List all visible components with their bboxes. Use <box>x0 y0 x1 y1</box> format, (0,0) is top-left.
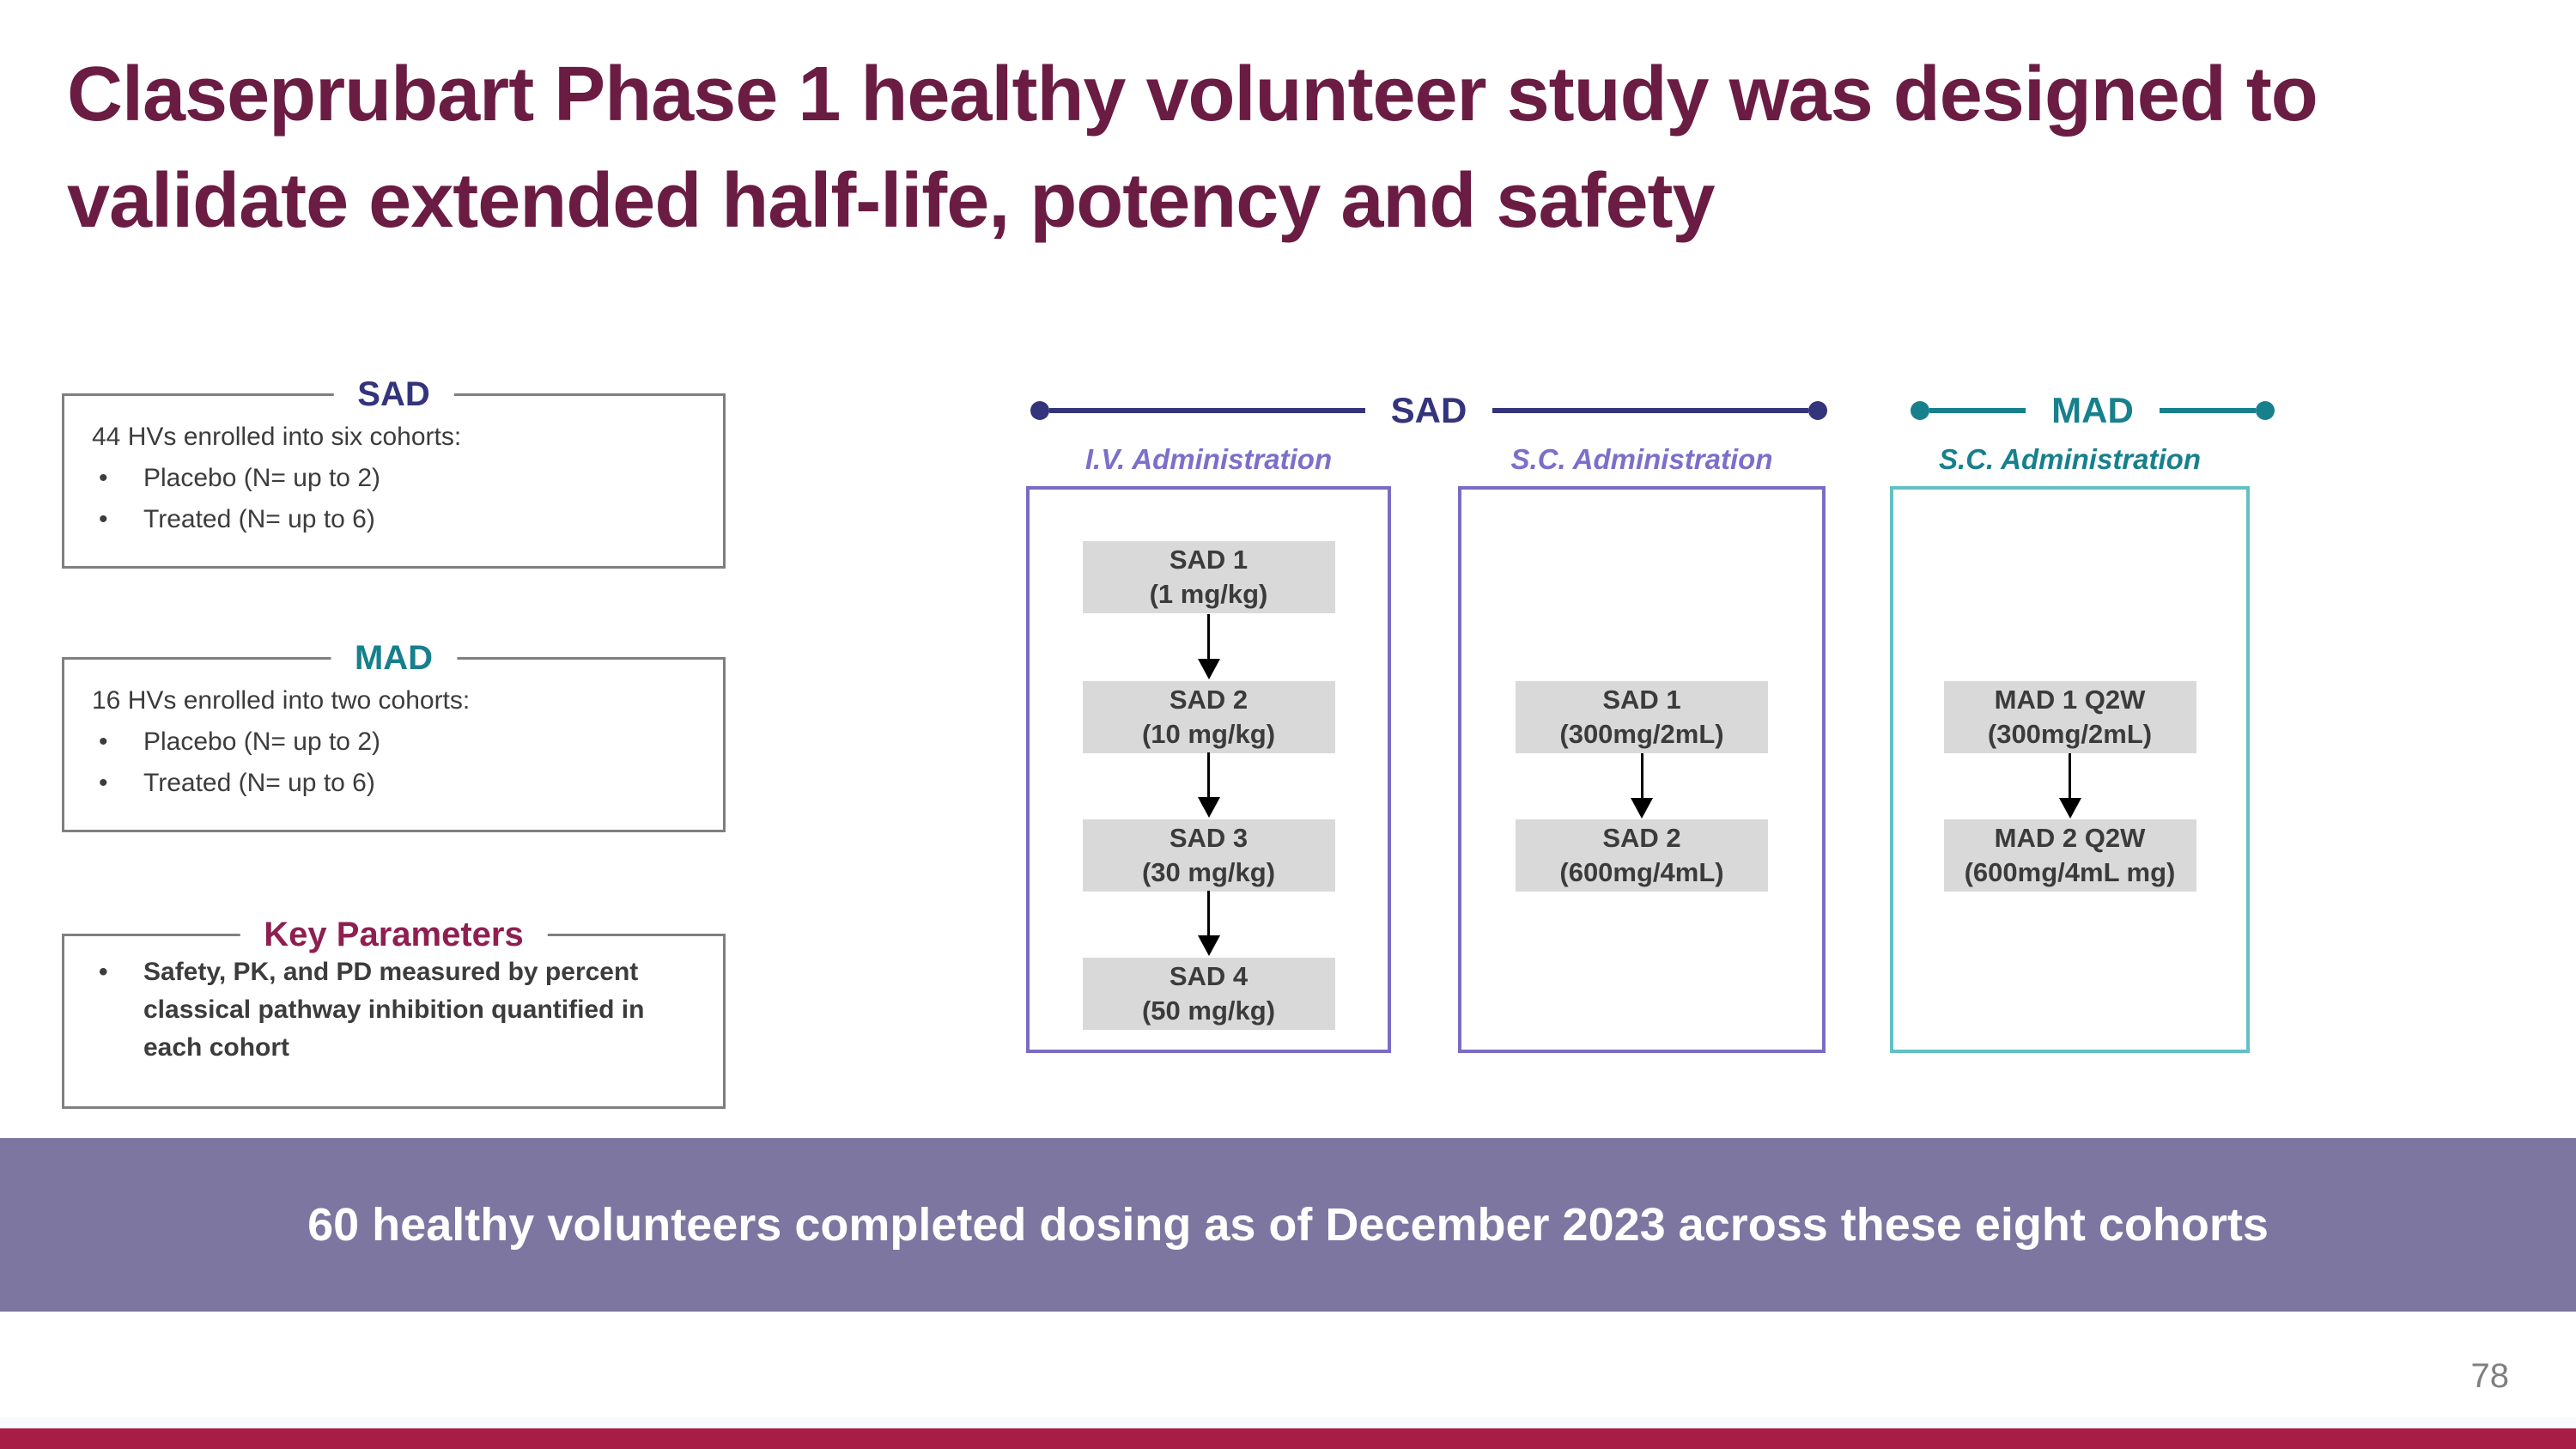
bottom-accent-bar <box>0 1428 2576 1449</box>
slide-title: Claseprubart Phase 1 healthy volunteer study was designed to validate extended half-life, potency and safety <box>67 52 2318 244</box>
iv-administration-label: I.V. Administration <box>1084 443 1333 475</box>
mad-info-box-label: MAD <box>331 636 457 680</box>
down-arrow-icon <box>1198 891 1220 956</box>
bullet-icon <box>92 499 143 540</box>
key-parameters-box <box>62 916 726 1109</box>
bullet-icon <box>92 458 143 499</box>
bullet-text: Treated (N= up to 6) <box>143 769 375 797</box>
dose-box-dose: (30 mg/kg) <box>1141 857 1276 887</box>
line-end-dot-icon <box>1911 401 1929 420</box>
line-end-dot-icon <box>1030 401 1049 420</box>
list-item <box>92 721 716 763</box>
dose-box-sad3-iv <box>1083 819 1335 892</box>
bullet-icon <box>92 763 143 804</box>
bullet-text: Treated (N= up to 6) <box>143 505 375 533</box>
dose-box-dose: (10 mg/kg) <box>1141 719 1276 749</box>
dose-box-name: SAD 2 <box>1169 685 1249 715</box>
mad-group-header <box>1911 391 2275 430</box>
dose-box-name: SAD 2 <box>1602 823 1681 853</box>
mad-group-label: MAD <box>2051 390 2134 430</box>
dose-box-sad2-iv <box>1083 681 1335 753</box>
list-item <box>92 458 716 499</box>
sc-administration-column-mad <box>1890 486 2250 1053</box>
bullet-text: Placebo (N= up to 2) <box>143 464 380 492</box>
dose-box-sad1-iv <box>1083 541 1335 613</box>
dose-box-name: SAD 1 <box>1169 545 1249 575</box>
dose-box-sad1-sc <box>1516 681 1768 753</box>
header-line <box>2160 408 2256 413</box>
down-arrow-icon <box>2059 753 2081 819</box>
dose-box-sad4-iv <box>1083 958 1335 1030</box>
summary-banner-text: 60 healthy volunteers completed dosing as of December 2023 across these eight cohorts <box>307 1199 2269 1251</box>
dose-box-dose: (600mg/4mL mg) <box>1964 857 2176 887</box>
dose-box-name: MAD 2 Q2W <box>1994 823 2146 853</box>
header-line <box>1049 408 1365 413</box>
line-end-dot-icon <box>1808 401 1827 420</box>
sad-info-intro: 44 HVs enrolled into six cohorts: <box>92 423 462 451</box>
dose-box-dose: (600mg/4mL) <box>1559 857 1724 887</box>
bullet-icon <box>92 721 143 763</box>
dose-box-name: SAD 1 <box>1602 685 1681 715</box>
dose-box-dose: (50 mg/kg) <box>1141 995 1276 1026</box>
mad-info-intro: 16 HVs enrolled into two cohorts: <box>92 686 471 715</box>
bullet-text: Safety, PK, and PD measured by percent classical pathway inhibition quantified in each cohort <box>143 958 645 1062</box>
iv-administration-column <box>1026 486 1391 1053</box>
header-line <box>1929 408 2026 413</box>
list-item <box>92 953 716 1067</box>
key-parameters-label: Key Parameters <box>240 912 547 957</box>
sc-administration-label-sad: S.C. Administration <box>1510 443 1773 475</box>
dose-box-sad2-sc <box>1516 819 1768 892</box>
sad-info-box-content <box>64 396 723 540</box>
list-item <box>92 763 716 804</box>
sad-group-header <box>1030 391 1827 430</box>
sad-group-label: SAD <box>1390 390 1467 430</box>
mad-info-box-content <box>64 660 723 804</box>
line-end-dot-icon <box>2256 401 2275 420</box>
mad-info-box <box>62 639 726 832</box>
bullet-icon <box>92 953 143 991</box>
down-arrow-icon <box>1198 752 1220 818</box>
page-number: 78 <box>2470 1357 2509 1395</box>
dose-box-dose: (300mg/2mL) <box>1559 719 1724 749</box>
sad-info-box-label: SAD <box>333 372 453 417</box>
dose-box-dose: (300mg/2mL) <box>1987 719 2153 749</box>
sad-info-box <box>62 375 726 569</box>
dose-box-mad1 <box>1944 681 2196 753</box>
list-item <box>92 499 716 540</box>
footer-light-strip <box>0 1417 2576 1428</box>
down-arrow-icon <box>1198 614 1220 679</box>
sc-administration-label-mad: S.C. Administration <box>1939 443 2201 475</box>
header-line <box>1492 408 1808 413</box>
bullet-text: Placebo (N= up to 2) <box>143 728 380 756</box>
dose-box-name: SAD 3 <box>1169 823 1249 853</box>
dose-box-mad2 <box>1944 819 2196 892</box>
dose-box-name: MAD 1 Q2W <box>1994 685 2146 715</box>
sc-administration-column-sad <box>1458 486 1826 1053</box>
dose-box-name: SAD 4 <box>1169 961 1249 991</box>
dose-box-dose: (1 mg/kg) <box>1149 579 1268 609</box>
summary-banner <box>0 1138 2576 1312</box>
down-arrow-icon <box>1631 753 1653 819</box>
